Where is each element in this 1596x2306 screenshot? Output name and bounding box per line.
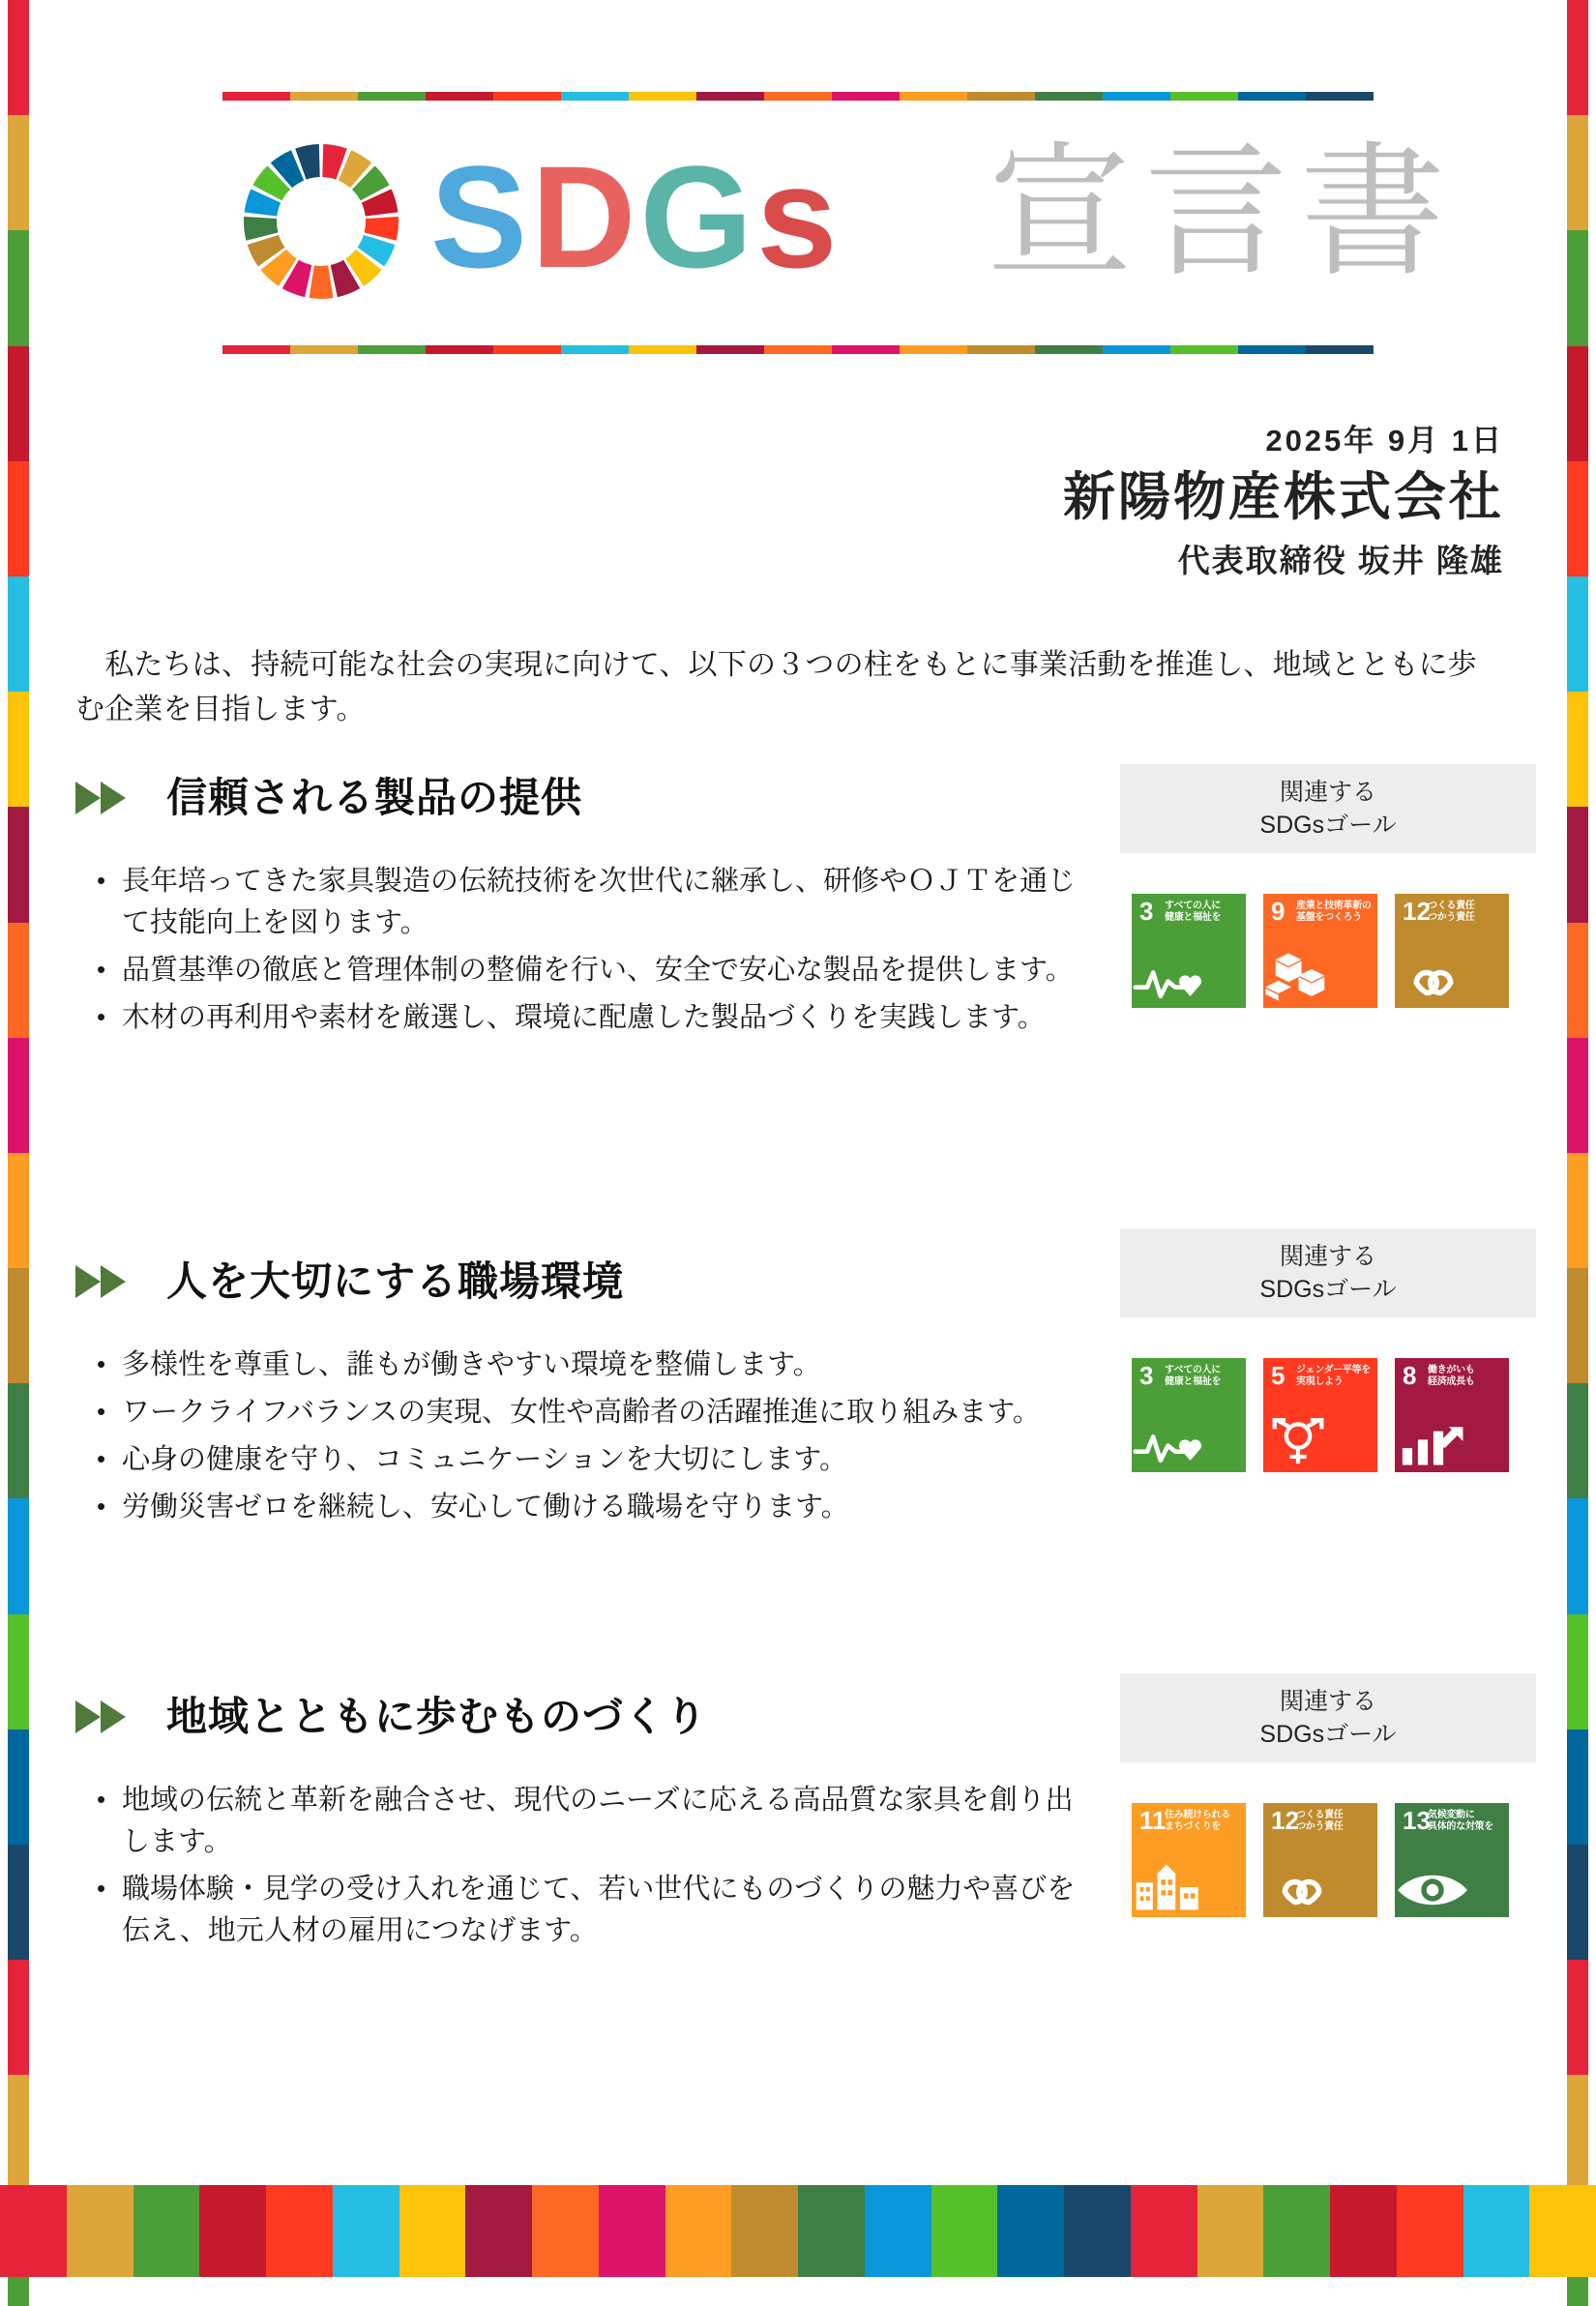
stripe-segment [1263, 2185, 1330, 2277]
sdg-goal-11-icon [1132, 1803, 1246, 1917]
stripe-segment [1330, 2185, 1397, 2277]
list-item: • 労働災害ゼロを継続し、安心して働ける職場を守ります。 [75, 1487, 1101, 1528]
stripe-segment [426, 92, 493, 101]
sdg-goal-number: 11 [1139, 1806, 1167, 1835]
stripe-segment [629, 345, 696, 354]
stripe-segment [798, 2185, 865, 2277]
stripe-segment [8, 1383, 29, 1498]
stripe-segment [399, 2185, 466, 2277]
gender-icon [1263, 1418, 1377, 1466]
stripe-segment [1397, 2185, 1463, 2277]
stripe-segment [426, 345, 493, 354]
stripe-segment [1064, 2185, 1131, 2277]
stripe-segment [1567, 346, 1588, 461]
list-item: • ワークライフバランスの実現、女性や高齢者の活躍推進に取り組みます。 [75, 1392, 1101, 1434]
sdg-goal-title: 気候変動に 具体的な対策を [1428, 1810, 1493, 1832]
related-goals-panel-1 [1120, 764, 1536, 1008]
stripe-segment [967, 92, 1035, 101]
sdg-goal-number: 3 [1139, 1361, 1154, 1390]
section-2-title: 人を大切にする職場環境 [166, 1258, 625, 1304]
document-date: 2025年 9月 1日 [1265, 424, 1504, 458]
stripe-segment [222, 345, 290, 354]
stripe-segment [832, 92, 900, 101]
stripe-segment [290, 92, 358, 101]
sdg-goal-3-icon [1132, 1358, 1246, 1472]
sdg-goal-9-icon [1263, 894, 1377, 1008]
stripe-segment [8, 346, 29, 461]
sdg-goal-title: 住み続けられる まちづくりを [1165, 1810, 1230, 1832]
stripe-segment [8, 1960, 29, 2075]
stripe-segment [1103, 92, 1170, 101]
stripe-segment [1238, 92, 1306, 101]
stripe-segment [967, 345, 1035, 354]
stripe-segment [1567, 461, 1588, 576]
stripe-segment [900, 345, 967, 354]
stripe-segment [997, 2185, 1064, 2277]
stripe-segment [1567, 576, 1588, 692]
sdg-goal-title: つくる責任 つかう責任 [1428, 901, 1475, 923]
sdg-goal-title: つくる責任 つかう責任 [1296, 1810, 1344, 1832]
list-item: • 木材の再利用や素材を厳選し、環境に配慮した製品づくりを実践します。 [75, 997, 1101, 1039]
company-info-block [1063, 416, 1504, 581]
stripe-segment [696, 345, 764, 354]
stripe-segment [465, 2185, 532, 2277]
stripe-segment [8, 115, 29, 230]
stripe-segment [1306, 345, 1374, 354]
sdg-goal-12-icon [1263, 1803, 1377, 1917]
stripe-segment [8, 923, 29, 1038]
section-1-bullets [75, 861, 1101, 1039]
sdg-goal-8-icon [1395, 1358, 1509, 1472]
related-goals-label-line1: 関連する [1279, 1243, 1376, 1270]
stripe-segment [8, 1730, 29, 1845]
sdg-goal-number: 3 [1139, 897, 1154, 926]
stripe-segment [8, 1038, 29, 1153]
goal-icons-2 [1120, 1358, 1536, 1472]
stripe-segment [8, 0, 29, 115]
company-name: 新陽物産株式会社 [1063, 468, 1504, 526]
sdg-goal-3-icon [1132, 894, 1246, 1008]
section-3-title: 地域とともに歩むものづくり [166, 1694, 708, 1739]
stripe-segment [832, 345, 900, 354]
goal-icons-1 [1120, 894, 1536, 1008]
stripe-segment [561, 92, 629, 101]
stripe-segment [1567, 115, 1588, 230]
document-title-jp: 宣言書 [987, 129, 1458, 297]
related-goals-label-line2: SDGsゴール [1259, 1721, 1397, 1748]
sdg-goal-13-icon [1395, 1803, 1509, 1917]
stripe-segment [8, 1498, 29, 1613]
stripe-segment [532, 2185, 599, 2277]
stripe-segment [1567, 1153, 1588, 1268]
sdg-goal-title: すべての人に 健康と福祉を [1165, 901, 1222, 923]
stripe-segment [0, 2185, 67, 2277]
stripe-segment [1567, 807, 1588, 922]
stripe-segment [8, 1268, 29, 1383]
sdg-color-wheel-icon [240, 140, 402, 303]
stripe-segment [1463, 2185, 1530, 2277]
stripe-segment [1567, 0, 1588, 115]
related-goals-label [1120, 764, 1536, 853]
stripe-segment [629, 92, 696, 101]
sdg-goal-title: ジェンダー平等を 実現しよう [1296, 1365, 1371, 1387]
stripe-segment [764, 345, 832, 354]
stripe-segment [222, 92, 290, 101]
list-item: • 長年培ってきた家具製造の伝統技術を次世代に継承し、研修やＯＪＴを通じて技能向上を図ります。 [75, 861, 1101, 944]
left-color-stripe [8, 0, 29, 2306]
stripe-segment [199, 2185, 266, 2277]
stripe-segment [1170, 92, 1238, 101]
stripe-segment [8, 1845, 29, 1960]
stripe-segment [8, 807, 29, 922]
related-goals-label-line1: 関連する [1279, 779, 1376, 806]
bottom-color-stripe [0, 2185, 1596, 2277]
stripe-segment [865, 2185, 931, 2277]
stripe-segment [1529, 2185, 1596, 2277]
stripe-segment [266, 2185, 333, 2277]
stripe-segment [358, 345, 426, 354]
heartbeat-icon [1132, 958, 1246, 1002]
sdg-goal-number: 12 [1403, 897, 1431, 926]
stripe-segment [1197, 2185, 1264, 2277]
stripe-segment [1567, 1383, 1588, 1498]
stripe-segment [1306, 92, 1374, 101]
stripe-segment [493, 345, 561, 354]
stripe-segment [493, 92, 561, 101]
stripe-segment [599, 2185, 665, 2277]
stripe-segment [696, 92, 764, 101]
sdg-goal-5-icon [1263, 1358, 1377, 1472]
stripe-segment [1567, 1845, 1588, 1960]
header-rule-bottom [222, 345, 1374, 354]
header-rule-top [222, 92, 1374, 101]
related-goals-panel-3 [1120, 1673, 1536, 1917]
related-goals-label-line1: 関連する [1279, 1688, 1376, 1715]
related-goals-label-line2: SDGsゴール [1259, 812, 1397, 839]
related-goals-label-line2: SDGsゴール [1259, 1276, 1397, 1303]
list-item: • 地域の伝統と革新を融合させ、現代のニーズに応える高品質な家具を創り出します。 [75, 1780, 1101, 1863]
intro-paragraph: 私たちは、持続可能な社会の実現に向けて、以下の３つの柱をもとに事業活動を推進し、地域とともに歩む企業を目指します。 [75, 649, 1477, 725]
stripe-segment [133, 2185, 200, 2277]
infinity-icon [1395, 963, 1509, 1002]
stripe-segment [1567, 1038, 1588, 1153]
eye-icon [1395, 1869, 1509, 1911]
stripe-segment [1567, 1614, 1588, 1730]
stripe-segment [358, 92, 426, 101]
stripe-segment [8, 2075, 29, 2190]
cubes-icon [1263, 952, 1377, 1002]
stripe-segment [1567, 692, 1588, 807]
stripe-segment [665, 2185, 732, 2277]
related-goals-label [1120, 1228, 1536, 1317]
stripe-segment [931, 2185, 998, 2277]
stripe-segment [8, 576, 29, 692]
sdg-goal-title: 働きがいも 経済成長も [1428, 1365, 1475, 1387]
sdg-goal-number: 9 [1271, 897, 1286, 926]
stripe-segment [333, 2185, 399, 2277]
stripe-segment [1035, 345, 1103, 354]
stripe-segment [1170, 345, 1238, 354]
goal-icons-3 [1120, 1803, 1536, 1917]
list-item: • 心身の健康を守り、コミュニケーションを大切にします。 [75, 1439, 1101, 1481]
stripe-segment [1131, 2185, 1197, 2277]
stripe-segment [1103, 345, 1170, 354]
stripe-segment [1567, 1960, 1588, 2075]
sdg-goal-12-icon [1395, 894, 1509, 1008]
list-item: • 品質基準の徹底と管理体制の整備を行い、安全で安心な製品を提供します。 [75, 950, 1101, 991]
stripe-segment [8, 230, 29, 345]
list-item: • 職場体験・見学の受け入れを通じて、若い世代にものづくりの魅力や喜びを伝え、地元人材の雇用につなげます。 [75, 1869, 1101, 1952]
stripe-segment [8, 692, 29, 807]
sdg-goal-number: 8 [1403, 1361, 1417, 1390]
stripe-segment [561, 345, 629, 354]
heartbeat-icon [1132, 1422, 1246, 1466]
sdg-goal-number: 13 [1403, 1806, 1431, 1835]
chevron-right-icon [75, 780, 145, 816]
stripe-segment [764, 92, 832, 101]
stripe-segment [1567, 1498, 1588, 1613]
stripe-segment [1567, 1268, 1588, 1383]
stripe-segment [290, 345, 358, 354]
chevron-right-icon [75, 1263, 145, 1300]
right-color-stripe [1567, 0, 1588, 2306]
stripe-segment [67, 2185, 133, 2277]
stripe-segment [900, 92, 967, 101]
section-1-title: 信頼される製品の提供 [166, 775, 583, 820]
stripe-segment [1035, 92, 1103, 101]
sdg-goal-title: すべての人に 健康と福祉を [1165, 1365, 1222, 1387]
section-2-bullets [75, 1345, 1101, 1528]
sdgs-logo-text: SDGs [430, 135, 842, 298]
stripe-segment [1567, 1730, 1588, 1845]
stripe-segment [1567, 923, 1588, 1038]
city-icon [1132, 1863, 1246, 1911]
sdg-goal-number: 12 [1271, 1806, 1299, 1835]
stripe-segment [731, 2185, 798, 2277]
representative-name: 代表取締役 坂井 隆雄 [1177, 543, 1504, 578]
sdg-goal-title: 産業と技術革新の 基盤をつくろう [1296, 901, 1372, 923]
stripe-segment [1238, 345, 1306, 354]
list-item: • 多様性を尊重し、誰もが働きやすい環境を整備します。 [75, 1345, 1101, 1386]
stripe-segment [8, 1153, 29, 1268]
section-3-bullets [75, 1780, 1101, 1952]
sdg-goal-number: 5 [1271, 1361, 1286, 1390]
chevron-right-icon [75, 1699, 145, 1735]
growth-icon [1395, 1420, 1509, 1466]
stripe-segment [8, 461, 29, 576]
infinity-icon [1263, 1873, 1377, 1911]
stripe-segment [1567, 230, 1588, 345]
related-goals-panel-2 [1120, 1228, 1536, 1472]
stripe-segment [8, 1614, 29, 1730]
document-header [222, 92, 1458, 353]
related-goals-label [1120, 1673, 1536, 1762]
stripe-segment [1567, 2075, 1588, 2190]
